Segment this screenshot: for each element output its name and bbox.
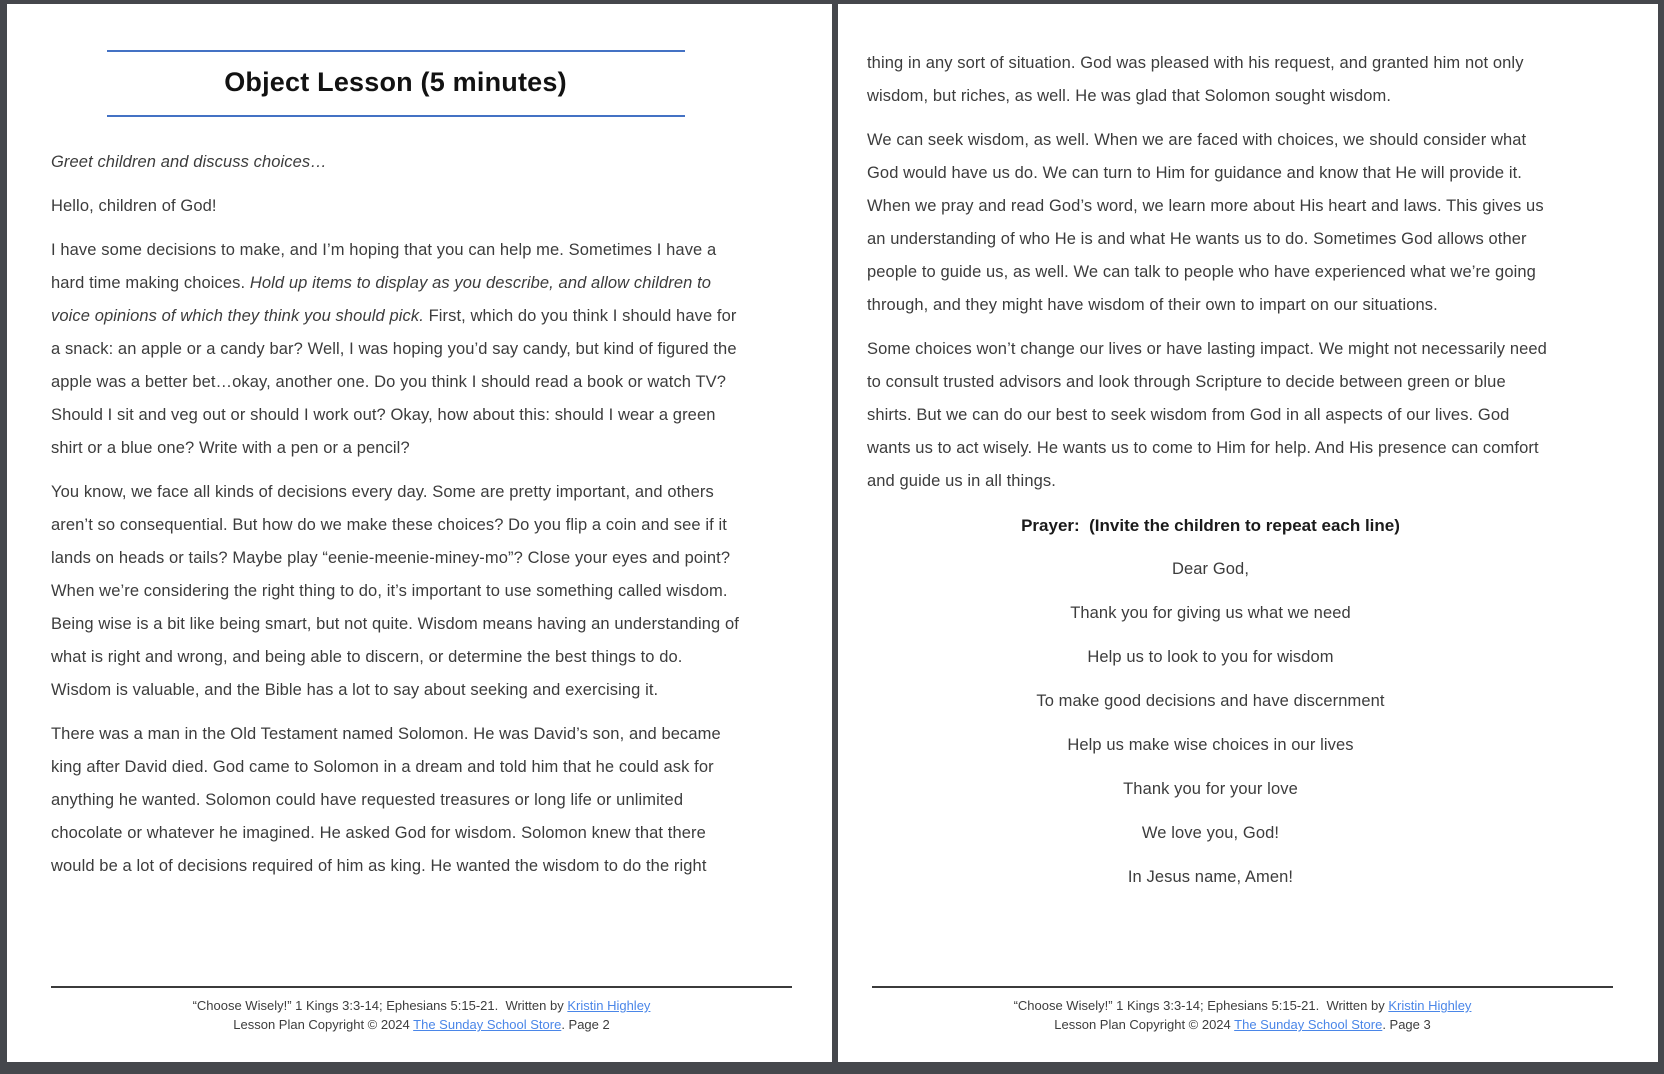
kristin-highley-link[interactable]: Kristin Highley: [1388, 998, 1472, 1013]
paragraph: [51, 190, 740, 223]
text-segment: First, which do you think I should have for a snack: an apple or a candy bar? Well, I was hoping you’d say candy, but kind of figured the apple was a better bet…okay, another one. Do you think I should read a book or watch TV? Should I sit and veg out or should I work out? Okay, how about this: should I wear a green shirt or a blue one? Write with a pen or a pencil?: [51, 307, 737, 457]
paragraph: [51, 146, 740, 179]
footer-text: “Choose Wisely!” 1 Kings 3:3-14; Ephesians 5:15-21. Written by: [192, 998, 568, 1013]
paragraph: [867, 333, 1554, 498]
title-bottom-rule: [107, 115, 685, 117]
document-page-2: [7, 4, 832, 1062]
prayer-line: To make good decisions and have discernment: [1036, 692, 1385, 710]
prayer-line: Help us to look to you for wisdom: [1087, 648, 1334, 666]
prayer-line: Thank you for your love: [1123, 780, 1298, 798]
stage-direction-text: Greet children and discuss choices…: [51, 153, 327, 171]
prayer-line: We love you, God!: [1141, 824, 1280, 842]
paragraph: [51, 234, 740, 465]
text-segment: We can seek wisdom, as well. When we are faced with choices, we should consider what God would have us do. We can turn to Him for guidance and know that He will provide it. When we pray and read God’s word, we learn more about His heart and laws. This gives us an understanding of who He is and what He wants us to do. Sometimes God allows other people to guide us, as well. We can talk to people who have experienced what we’re going through, and they might have wisdom of their own to impart on our situations.: [867, 131, 1544, 314]
paragraph: [867, 124, 1554, 322]
page-2-footer: [51, 986, 792, 1034]
footer-reference-line: [51, 996, 792, 1015]
lesson-body-text-continued: [867, 47, 1554, 498]
footer-text: Lesson Plan Copyright © 2024: [1054, 1017, 1235, 1032]
footer-copyright-line: [872, 1015, 1613, 1034]
footer-divider: [872, 986, 1613, 988]
text-segment: There was a man in the Old Testament named Solomon. He was David’s son, and became king after David died. God came to Solomon in a dream and told him that he could ask for anything he wanted. Solomon could have requested treasures or long life or unlimited chocolate or whatever he imagined. He asked God for wisdom. Solomon knew that there would be a lot of decisions required of him as king. He wanted the wisdom to do the right: [51, 725, 721, 875]
text-segment: thing in any sort of situation. God was pleased with his request, and granted him not only wisdom, but riches, as well. He was glad that Solomon sought wisdom.: [867, 54, 1524, 105]
footer-divider: [51, 986, 792, 988]
prayer-line: In Jesus name, Amen!: [1127, 868, 1294, 886]
prayer-line: Thank you for giving us what we need: [1070, 604, 1351, 622]
prayer-line: Dear God,: [1171, 560, 1250, 578]
document-page-3: [838, 4, 1658, 1062]
the-sunday-school-store-link[interactable]: The Sunday School Store: [1234, 1017, 1383, 1032]
paragraph: [867, 47, 1554, 113]
page-3-footer: [872, 986, 1613, 1034]
prayer-heading: Prayer: (Invite the children to repeat each line): [1021, 516, 1400, 535]
text-segment: Hello, children of God!: [51, 197, 217, 215]
text-segment: I have some decisions to make, and I’m hoping that you can help me. Sometimes I have a hard time making choices.: [51, 241, 717, 292]
footer-text: . Page 3: [1382, 1017, 1431, 1032]
lesson-body-text: [51, 146, 740, 883]
stage-direction-text: Hold up items to display as you describe, and allow children to voice opinions of which they think you should pick.: [51, 274, 712, 325]
section-title-block: [107, 50, 685, 117]
footer-text: Lesson Plan Copyright © 2024: [233, 1017, 414, 1032]
paragraph: [51, 718, 740, 883]
the-sunday-school-store-link[interactable]: The Sunday School Store: [413, 1017, 562, 1032]
paragraph: [51, 476, 740, 707]
footer-text: . Page 2: [561, 1017, 610, 1032]
prayer-lines: [867, 553, 1554, 894]
prayer-line: Help us make wise choices in our lives: [1067, 736, 1354, 754]
text-segment: You know, we face all kinds of decisions every day. Some are pretty important, and others aren’t so consequential. But how do we make these choices? Do you flip a coin and see if it lands on heads or tails? Maybe play “eenie-meenie-miney-mo”? Close your eyes and point? When we’re considering the right thing to do, it’s important to use something called wisdom. Being wise is a bit like being smart, but not quite. Wisdom means having an understanding of what is right and wrong, and being able to discern, or determine the best things to do. Wisdom is valuable, and the Bible has a lot to say about seeking and exercising it.: [51, 483, 739, 699]
text-segment: Some choices won’t change our lives or have lasting impact. We might not necessarily need to consult trusted advisors and look through Scripture to decide between green or blue shirts. But we can do our best to seek wisdom from God in all aspects of our lives. God wants us to act wisely. He wants us to come to Him for help. And His presence can comfort and guide us in all things.: [867, 340, 1547, 490]
section-title: Object Lesson (5 minutes): [224, 67, 567, 97]
footer-copyright-line: [51, 1015, 792, 1034]
kristin-highley-link[interactable]: Kristin Highley: [567, 998, 651, 1013]
footer-reference-line: [872, 996, 1613, 1015]
footer-text: “Choose Wisely!” 1 Kings 3:3-14; Ephesians 5:15-21. Written by: [1013, 998, 1389, 1013]
